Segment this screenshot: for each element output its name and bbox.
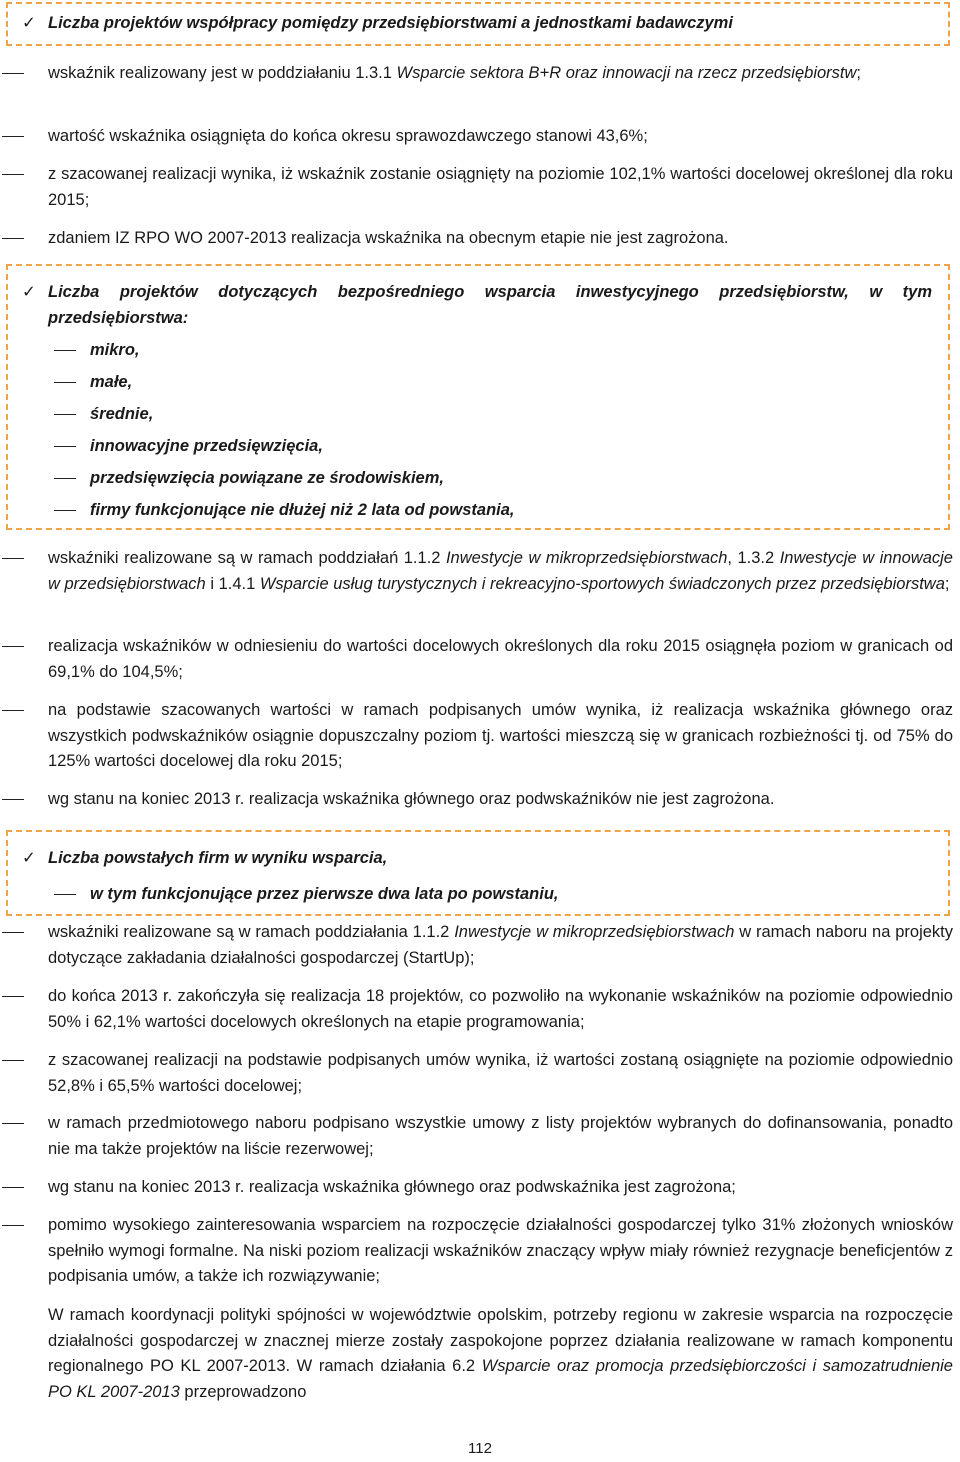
list-item: wskaźniki realizowane są w ramach poddziałania 1.1.2 Inwestycje w mikroprzedsiębiorstwach w ramach naboru na projekty dotyczące zakładania działalności gospodarczej (StartUp); xyxy=(0,920,953,971)
dash-icon xyxy=(2,136,24,137)
checkmark-icon: ✓ xyxy=(22,849,36,867)
closing-paragraph: W ramach koordynacji polityki spójności w województwie opolskim, potrzeby regionu w zakresie wsparcia na rozpoczęcie działalności gospodarczej w znacznej mierze zostały zaspokojone poprzez działania realizowane w ramach komponentu regionalnego PO KL 2007-2013. W ramach działania 6.2 Wsparcie oraz promocja przedsiębiorczości i samozatrudnienie PO KL 2007-2013 przeprowadzono xyxy=(48,1306,953,1401)
section-1-header-text: Liczba projektów współpracy pomiędzy przedsiębiorstwami a jednostkami badawczymi xyxy=(48,14,733,32)
sub-item: mikro, xyxy=(54,338,934,364)
dash-icon xyxy=(54,446,76,447)
dash-icon xyxy=(2,646,24,647)
dash-icon xyxy=(2,1060,24,1061)
dash-icon xyxy=(54,350,76,351)
dash-icon xyxy=(2,932,24,933)
dash-icon xyxy=(2,73,24,74)
list-item: z szacowanej realizacji wynika, iż wskaźnik zostanie osiągnięty na poziomie 102,1% wartości docelowej określonej dla roku 2015; xyxy=(0,162,953,213)
sub-item: małe, xyxy=(54,370,934,396)
section-3-header xyxy=(22,846,932,872)
section-2-header-text: Liczba projektów dotyczących bezpośredniego wsparcia inwestycyjnego przedsiębiorstw, w tym przedsiębiorstwa: xyxy=(48,283,932,327)
list-item: do końca 2013 r. zakończyła się realizacja 18 projektów, co pozwoliło na wykonanie wskaźników na poziomie odpowiednio 50% i 62,1% wartości docelowych określonych na etapie programowania; xyxy=(0,984,953,1035)
checkmark-icon: ✓ xyxy=(22,14,36,32)
dash-icon xyxy=(2,1187,24,1188)
list-item: wg stanu na koniec 2013 r. realizacja wskaźnika głównego oraz podwskaźnika jest zagrożona; xyxy=(0,1175,953,1201)
dash-icon xyxy=(2,558,24,559)
list-item: wskaźnik realizowany jest w poddziałaniu 1.3.1 Wsparcie sektora B+R oraz innowacji na rzecz przedsiębiorstw; xyxy=(0,61,953,87)
section-3-header-text: Liczba powstałych firm w wyniku wsparcia, xyxy=(48,849,388,867)
page-number: 112 xyxy=(468,1440,492,1457)
list-item: realizacja wskaźników w odniesieniu do wartości docelowych określonych dla roku 2015 osiągnęła poziom w granicach od 69,1% do 104,5%; xyxy=(0,634,953,685)
sub-item: średnie, xyxy=(54,402,934,428)
dash-icon xyxy=(2,174,24,175)
list-item: zdaniem IZ RPO WO 2007-2013 realizacja wskaźnika na obecnym etapie nie jest zagrożona. xyxy=(0,226,953,252)
list-item: pomimo wysokiego zainteresowania wsparciem na rozpoczęcie działalności gospodarczej tylko 31% złożonych wniosków spełniło wymogi formalne. Na niski poziom realizacji wskaźników znaczący wpływ miały również rezygnacje beneficjentów z podpisania umów, a także ich rozwiązywanie; xyxy=(0,1213,953,1290)
dash-icon xyxy=(2,996,24,997)
dash-icon xyxy=(2,710,24,711)
dash-icon xyxy=(54,478,76,479)
section-1-header xyxy=(22,11,932,37)
list-item: wartość wskaźnika osiągnięta do końca okresu sprawozdawczego stanowi 43,6%; xyxy=(0,124,953,150)
dash-icon xyxy=(2,1123,24,1124)
sub-item: innowacyjne przedsięwzięcia, xyxy=(54,434,934,460)
dash-icon xyxy=(54,894,76,895)
dash-icon xyxy=(54,382,76,383)
list-item: wskaźniki realizowane są w ramach poddziałań 1.1.2 Inwestycje w mikroprzedsiębiorstwach, 1.3.2 Inwestycje w innowacje w przedsiębiorstwach i 1.4.1 Wsparcie usług turystycznych i rekreacyjno-sportowych świadczonych przez przedsiębiorstwa; xyxy=(0,546,953,597)
dash-icon xyxy=(2,799,24,800)
sub-item: firmy funkcjonujące nie dłużej niż 2 lata od powstania, xyxy=(54,498,934,524)
list-item: w ramach przedmiotowego naboru podpisano wszystkie umowy z listy projektów wybranych do dofinansowania, ponadto nie ma także projektów na liście rezerwowej; xyxy=(0,1111,953,1162)
dash-icon xyxy=(2,1225,24,1226)
dash-icon xyxy=(54,510,76,511)
dash-icon xyxy=(2,238,24,239)
section-2-header xyxy=(22,280,932,331)
checkmark-icon: ✓ xyxy=(22,283,36,301)
sub-item: przedsięwzięcia powiązane ze środowiskiem, xyxy=(54,466,934,492)
list-item: na podstawie szacowanych wartości w ramach podpisanych umów wynika, iż realizacja wskaźnika głównego oraz wszystkich podwskaźników osiągnie dopuszczalny poziom tj. wartości mieszczą się w granicach rozbieżności tj. od 75% do 125% wartości docelowej dla roku 2015; xyxy=(0,698,953,775)
dash-icon xyxy=(54,414,76,415)
sub-item: w tym funkcjonujące przez pierwsze dwa lata po powstaniu, xyxy=(54,882,934,908)
list-item: z szacowanej realizacji na podstawie podpisanych umów wynika, iż wartości zostaną osiągnięte na poziomie odpowiednio 52,8% i 65,5% wartości docelowej; xyxy=(0,1048,953,1099)
list-item: wg stanu na koniec 2013 r. realizacja wskaźnika głównego oraz podwskaźników nie jest zagrożona. xyxy=(0,787,953,813)
